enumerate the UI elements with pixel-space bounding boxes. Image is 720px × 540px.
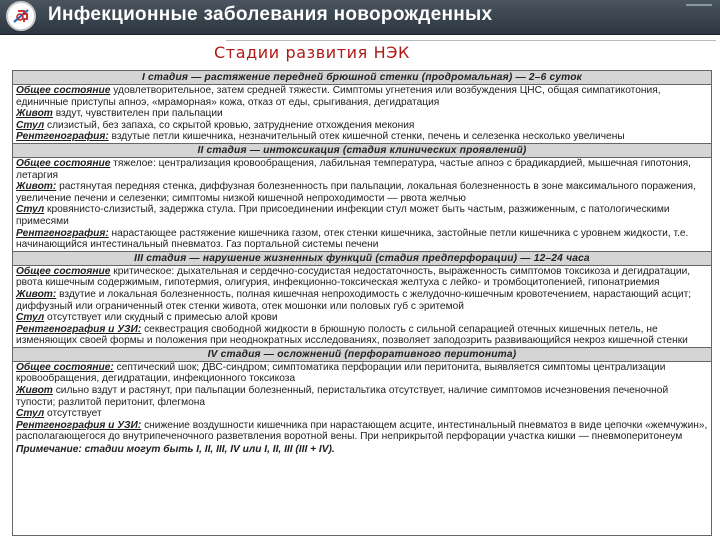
row-text: отсутствует: [44, 408, 102, 420]
row-label: Стул: [16, 408, 45, 420]
stage-row: [13, 228, 711, 251]
row-text: растянутая передняя стенка, диффузная болезненность при пальпации, локальная болезненность в зоне максимального поражения, увеличение печени и селезенки; симптомы низкой кишечной непроходимости — рвота желчью: [16, 181, 696, 204]
row-text: отсутствует или скудный с примесью алой крови: [44, 312, 278, 324]
row-text: сильно вздут и растянут, при пальпации болезненный, перистальтика отсутствует, наличие симптомов исчезновения печеночной тупости; разлитой перитонит, флегмона: [16, 385, 669, 408]
stage-heading: III стадия — нарушение жизненных функций (стадия предперфорации) — 12–24 часа: [13, 251, 711, 266]
page-title: Инфекционные заболевания новорожденных: [48, 4, 493, 25]
row-label: Рентгенография:: [16, 131, 109, 143]
stage-row: [13, 85, 711, 108]
row-text: снижение воздушности кишечника при нарастающем асците, интестинальный пневматоз в виде цепочки «жемчужин», располагающегося до внутрипеченочного разветвления воротной вены. При неприкрытой перфорации участка кишки — пневмоперитонеум: [16, 419, 708, 443]
stage-row: [13, 420, 711, 443]
row-label: Стул: [16, 312, 45, 324]
stage-heading: II стадия — интоксикация (стадия клинических проявлений): [13, 143, 711, 158]
stage-row: [13, 362, 711, 385]
stage-heading: IV стадия — осложнений (перфоративного перитонита): [13, 347, 711, 362]
nec-stages-table: [12, 70, 712, 536]
row-text: удовлетворительное, затем средней тяжести. Симптомы угнетения или возбуждения ЦНС, общая симпатикотония, единичные приступы апноэ, «мраморная» кожа, отказ от еды, срыгивания, дегидратация: [16, 85, 661, 108]
stage-row: [13, 312, 711, 324]
stages-container: [13, 71, 711, 443]
header-divider: [686, 4, 712, 6]
row-label: Живот:: [16, 288, 57, 300]
row-text: септический шок; ДВС-синдром; симптоматика перфорации или перитонита, выявляется симптомы централизации кровообращения, дегидратации, инфекционного токсикоза: [16, 361, 666, 385]
stage-row: [13, 108, 711, 120]
row-label: Общее состояние:: [16, 361, 114, 373]
row-text: тяжелое: централизация кровообращения, лабильная температура, частые апноэ с брадикардией, мышечная гипотония, летаргия: [16, 157, 692, 181]
slide-subtitle: Стадии развития НЭК: [214, 43, 410, 62]
table-note: Примечание: стадии могут быть I, II, III, IV или I, II, III (III + IV).: [16, 444, 335, 456]
stage-row: [13, 289, 711, 312]
row-label: Общее состояние: [16, 157, 111, 169]
row-text: нарастающее растяжение кишечника газом, отек стенки кишечника, застойные петли кишечника с уровнем жидкости, т.е. начинающийся интестинальный пневматоз. Газ портальной системы печени: [16, 227, 689, 251]
stage-row: [13, 266, 711, 289]
row-label: Живот: [16, 108, 53, 120]
stage-row: [13, 204, 711, 227]
stage-row: [13, 131, 711, 143]
row-text: критическое: дыхательная и сердечно-сосудистая недостаточность, выраженность симптомов токсикоза и дегидратации, рвота кишечным содержимым, гипотермия, олигурия, инфекционно-токсическая желтуха с лейко- и тромбоцитопенией, гипонатриемия: [16, 265, 691, 289]
stage-row: [13, 120, 711, 132]
row-text: слизистый, без запаха, со скрытой кровью, затруднение отхождения мекония: [44, 119, 415, 131]
row-label: Живот:: [16, 181, 57, 193]
row-text: вздутые петли кишечника, незначительный отек кишечной стенки, печень и селезенка несколько увеличены: [108, 131, 625, 143]
row-text: кровянисто-слизистый, задержка стула. При присоединении инфекции стул может быть частым, разжиженным, с патологическими примесями: [16, 204, 670, 227]
stage-heading: I стадия — растяжение передней брюшной стенки (продромальная) — 2–6 суток: [13, 71, 711, 85]
subtitle-divider: [226, 40, 716, 41]
stage-row: [13, 385, 711, 408]
stage-row: [13, 158, 711, 181]
row-label: Рентгенография и УЗИ:: [16, 323, 142, 335]
row-label: Стул: [16, 119, 45, 131]
row-label: Общее состояние: [16, 265, 111, 277]
stage-row: [13, 181, 711, 204]
stage-row: [13, 324, 711, 347]
row-text: секвестрация свободной жидкости в брюшную полость с сильной сепарацией отечных кишечных петель, не изменяющих своей формы и положения при неоднократных исследованиях, позволяет заподозрить развивающийся некроз кишечной стенки: [16, 323, 688, 347]
medical-cross-logo-icon: [6, 1, 36, 31]
row-text: вздутие и локальная болезненность, полная кишечная непроходимость с желудочно-кишечным кровотечением, нарастающий асцит; диффузный или ограниченный отек стенки живота, отек мошонки или половых губ с эритемой: [16, 288, 692, 312]
stage-row: [13, 408, 711, 420]
header-bar: [0, 0, 720, 35]
row-label: Рентгенография:: [16, 227, 109, 239]
row-label: Рентгенография и УЗИ:: [16, 419, 142, 431]
row-text: вздут, чувствителен при пальпации: [52, 108, 223, 120]
row-label: Общее состояние: [16, 85, 111, 96]
row-label: Стул: [16, 204, 45, 216]
row-label: Живот: [16, 385, 53, 397]
